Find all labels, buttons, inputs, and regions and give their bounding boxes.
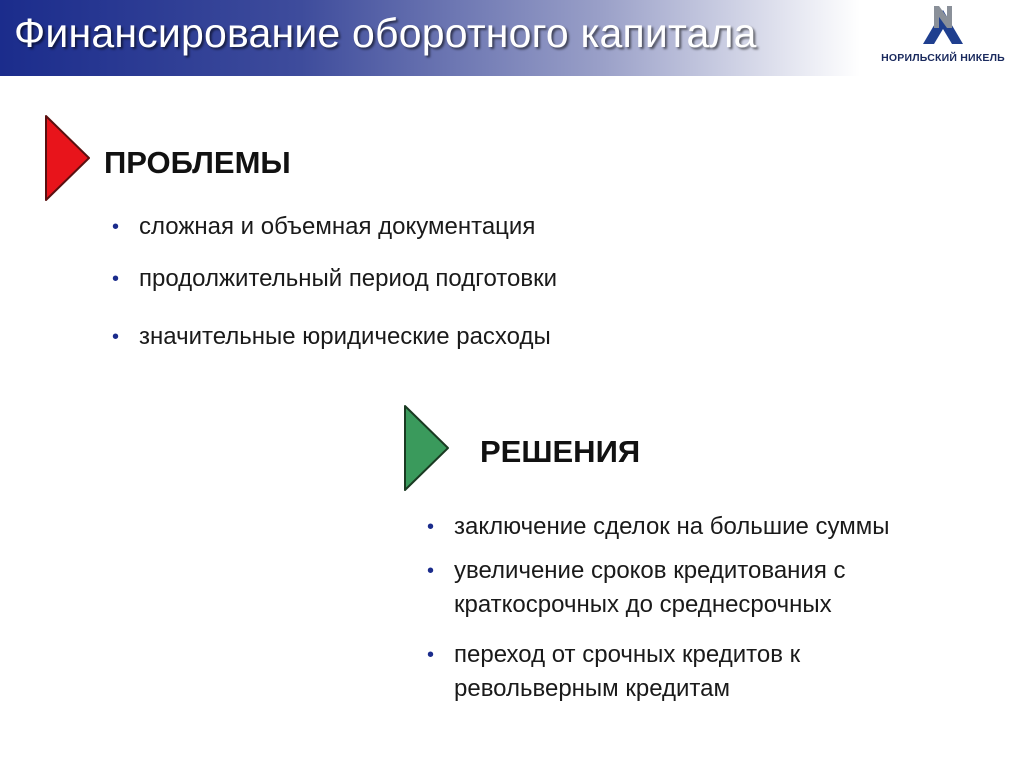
- solutions-item-text: переход от срочных кредитов к револьверным кредитам: [454, 641, 801, 702]
- problems-item-text: продолжительный период подготовки: [139, 265, 557, 292]
- company-logo: [876, 4, 1010, 70]
- bullet-icon: •: [112, 326, 120, 348]
- problems-item-text: сложная и объемная документация: [139, 213, 536, 240]
- solutions-list: [427, 510, 947, 706]
- solutions-item: [427, 554, 947, 622]
- nornickel-logo-icon: [913, 4, 973, 48]
- title-band: [0, 0, 860, 76]
- problems-item: [112, 320, 672, 354]
- problems-arrow-icon: [44, 114, 92, 202]
- bullet-icon: •: [112, 216, 120, 238]
- problems-item-text: значительные юридические расходы: [139, 323, 551, 350]
- solutions-heading: РЕШЕНИЯ: [480, 434, 641, 469]
- solutions-item-text: заключение сделок на большие суммы: [454, 513, 890, 540]
- bullet-icon: •: [427, 560, 435, 582]
- solutions-arrow-icon: [403, 404, 451, 492]
- problems-heading: ПРОБЛЕМЫ: [104, 145, 291, 180]
- solutions-item: [427, 510, 947, 544]
- bullet-icon: •: [427, 644, 435, 666]
- bullet-icon: •: [112, 268, 120, 290]
- bullet-icon: •: [427, 516, 435, 538]
- problems-item: [112, 210, 672, 244]
- problems-item: [112, 262, 672, 296]
- logo-text: НОРИЛЬСКИЙ НИКЕЛЬ: [881, 52, 1005, 64]
- solutions-item: [427, 638, 947, 706]
- slide-title: Финансирование оборотного капитала: [14, 10, 757, 56]
- solutions-item-text: увеличение сроков кредитования с краткосрочных до среднесрочных: [454, 557, 846, 618]
- problems-list: [112, 210, 672, 354]
